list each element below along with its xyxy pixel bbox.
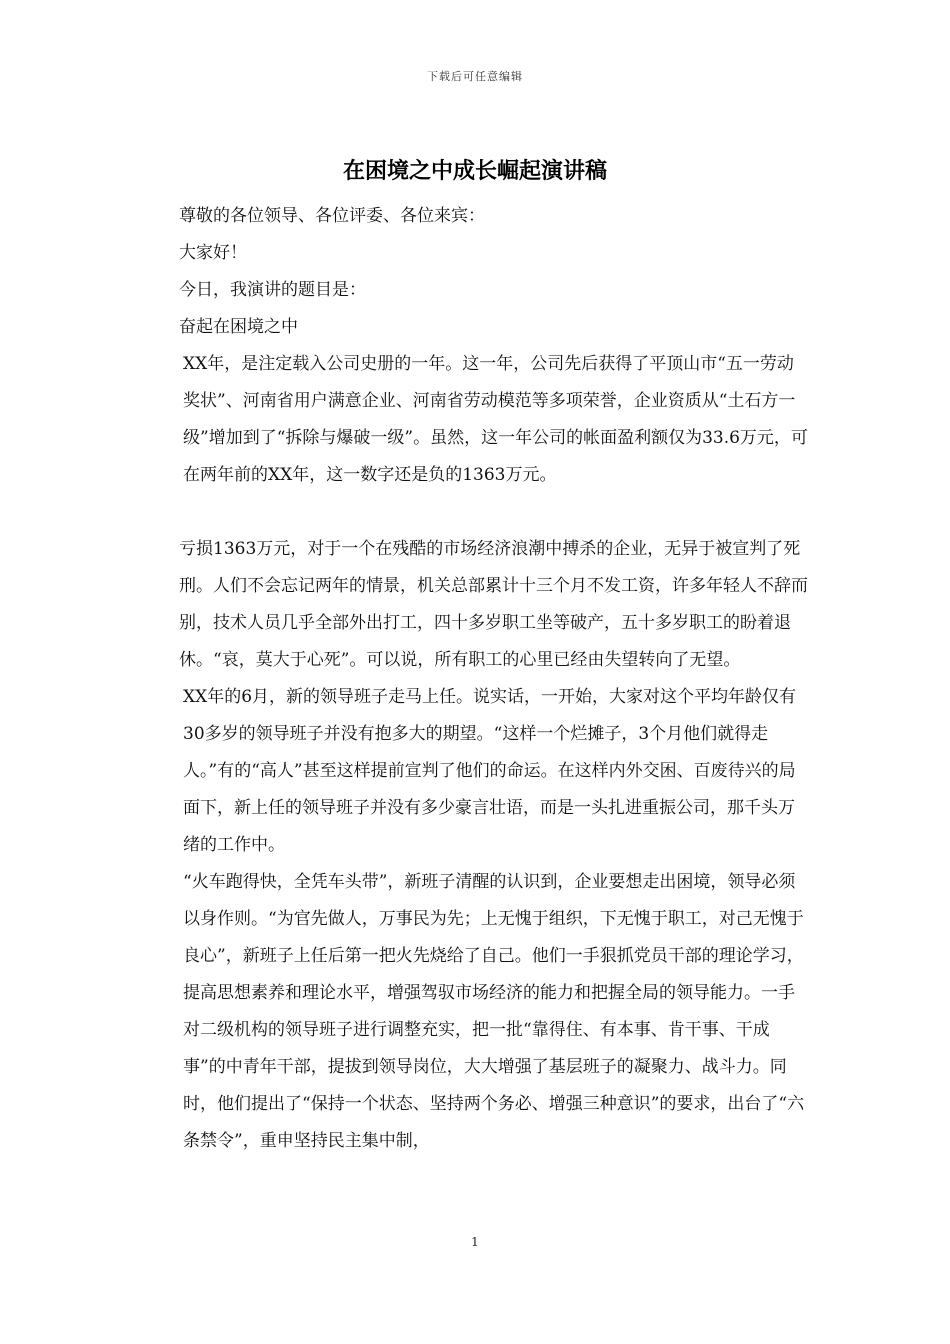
- greeting: 大家好！: [179, 243, 247, 263]
- topic-intro: 今日，我演讲的题目是：: [179, 280, 366, 300]
- salutation: 尊敬的各位领导、各位评委、各位来宾：: [179, 206, 485, 226]
- paragraph: 亏损1363万元，对于一个在残酷的市场经济浪潮中搏杀的企业，无异于被宣判了死刑。人们不会忘记两年的情景，机关总部累计十三个月不发工资，许多年轻人不辞而别，技术人员几乎全部外出打工，四十多岁职工坐等破产，五十多岁职工的盼着退休。“哀，莫大于心死”。可以说，所有职工的心里已经由失望转向了无望。: [179, 539, 808, 670]
- topic: 奋起在困境之中: [179, 317, 298, 337]
- document-title: 在困境之中成长崛起演讲稿: [342, 159, 607, 184]
- paragraph-gap: [145, 494, 810, 531]
- document-body: [145, 198, 810, 1160]
- paragraph: XX年的6月，新的领导班子走马上任。说实话，一开始，大家对这个平均年龄仅有30多岁的领导班子并没有抱多大的期望。“这样一个烂摊子，3个月他们就得走人。”有的“高人”甚至这样提前宣判了他们的命运。在这样内外交困、百废待兴的局面下，新上任的领导班子并没有多少豪言壮语，而是一头扎进重振公司，那千头万绪的工作中。: [183, 687, 797, 855]
- page-number: 1: [471, 1235, 479, 1249]
- paragraph: XX年，是注定载入公司史册的一年。这一年，公司先后获得了平顶山市“五一劳动奖状”、河南省用户满意企业、河南省劳动模范等多项荣誉，企业资质从“土石方一级”增加到了“拆除与爆破一级”。虽然，这一年公司的帐面盈利额仅为33.6万元，可在两年前的XX年，这一数字还是负的1363万元。: [183, 354, 808, 485]
- paragraph: “火车跑得快，全凭车头带”，新班子清醒的认识到，企业要想走出困境，领导必须以身作则。“为官先做人，万事民为先；上无愧于组织，下无愧于职工，对己无愧于良心”，新班子上任后第一把火先烧给了自己。他们一手狠抓党员干部的理论学习，提高思想素养和理论水平，增强驾驭市场经济的能力和把握全局的领导能力。一手对二级机构的领导班子进行调整充实，把一批“靠得住、有本事、肯干事、干成事”的中青年干部，提拔到领导岗位，大大增强了基层班子的凝聚力、战斗力。同时，他们提出了“保持一个状态、坚持两个务必、增强三种意识”的要求，出台了“六条禁令”，重申坚持民主集中制，: [183, 872, 805, 1151]
- header-note: 下载后可任意编辑: [427, 70, 523, 83]
